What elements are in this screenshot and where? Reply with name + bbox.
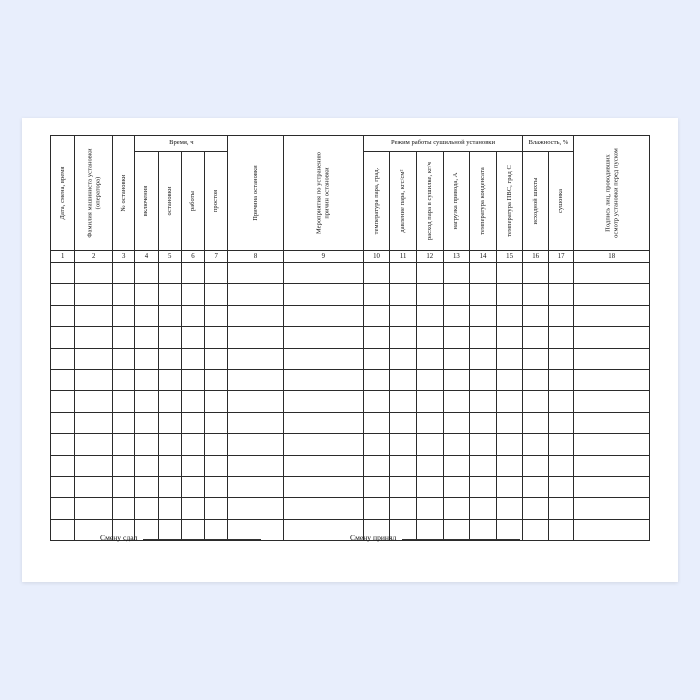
table-cell[interactable]	[283, 348, 363, 369]
table-cell[interactable]	[181, 455, 204, 476]
table-row	[51, 369, 650, 390]
table-cell[interactable]	[523, 391, 549, 412]
table-cell[interactable]	[523, 284, 549, 305]
column-number: 8	[228, 251, 283, 263]
table-cell[interactable]	[75, 434, 113, 455]
table-cell[interactable]	[443, 369, 470, 390]
table-cell[interactable]	[390, 327, 417, 348]
table-cell[interactable]	[51, 455, 75, 476]
table-body	[51, 263, 650, 541]
table-row	[51, 412, 650, 433]
table-cell[interactable]	[390, 348, 417, 369]
column-number: 13	[443, 251, 470, 263]
table-cell[interactable]	[283, 455, 363, 476]
table-cell[interactable]	[523, 305, 549, 326]
table-cell[interactable]	[443, 284, 470, 305]
table-cell[interactable]	[205, 327, 228, 348]
table-cell[interactable]	[205, 263, 228, 284]
table-cell[interactable]	[470, 348, 497, 369]
header-drive-load: нагрузка привода, А	[443, 152, 470, 251]
table-cell[interactable]	[181, 498, 204, 519]
table-cell[interactable]	[496, 455, 523, 476]
column-number: 3	[113, 251, 135, 263]
column-number: 2	[75, 251, 113, 263]
table-cell[interactable]	[113, 327, 135, 348]
table-cell[interactable]	[181, 348, 204, 369]
table-cell[interactable]	[228, 434, 283, 455]
table-cell[interactable]	[574, 412, 650, 433]
table-cell[interactable]	[496, 348, 523, 369]
table-cell[interactable]	[113, 476, 135, 497]
table-cell[interactable]	[470, 305, 497, 326]
shift-accepted-label: Смену принял	[350, 533, 397, 542]
table-cell[interactable]	[523, 327, 549, 348]
table-cell[interactable]	[205, 434, 228, 455]
table-cell[interactable]	[416, 327, 443, 348]
table-cell[interactable]	[470, 263, 497, 284]
table-cell[interactable]	[283, 369, 363, 390]
table-cell[interactable]	[496, 434, 523, 455]
table-cell[interactable]	[470, 412, 497, 433]
header-steam-consumption: расход пара в сушилке, кг/ч	[416, 152, 443, 251]
table-cell[interactable]	[443, 327, 470, 348]
header-dried-product-humidity: сушонка	[548, 152, 574, 251]
table-cell[interactable]	[443, 498, 470, 519]
table-cell[interactable]	[75, 263, 113, 284]
column-number: 14	[470, 251, 497, 263]
shift-handed-line[interactable]	[143, 532, 261, 540]
table-cell[interactable]	[574, 284, 650, 305]
table-cell[interactable]	[470, 391, 497, 412]
table-cell[interactable]	[75, 348, 113, 369]
table-cell[interactable]	[548, 327, 574, 348]
table-row	[51, 498, 650, 519]
table-cell[interactable]	[51, 519, 75, 540]
table-cell[interactable]	[158, 327, 181, 348]
table-cell[interactable]	[181, 412, 204, 433]
table-cell[interactable]	[75, 369, 113, 390]
table-cell[interactable]	[548, 305, 574, 326]
table-cell[interactable]	[181, 391, 204, 412]
table-cell[interactable]	[135, 369, 158, 390]
table-cell[interactable]	[416, 476, 443, 497]
table-cell[interactable]	[228, 476, 283, 497]
header-steam-pressure: давление пара, кгс/см²	[390, 152, 417, 251]
table-cell[interactable]	[523, 519, 549, 540]
table-row	[51, 348, 650, 369]
table-cell[interactable]	[390, 305, 417, 326]
table-cell[interactable]	[390, 476, 417, 497]
column-number: 18	[574, 251, 650, 263]
table-cell[interactable]	[363, 498, 390, 519]
table-cell[interactable]	[135, 455, 158, 476]
table-cell[interactable]	[416, 455, 443, 476]
table-cell[interactable]	[75, 476, 113, 497]
header-operating-time: работы	[181, 152, 204, 251]
column-number: 6	[181, 251, 204, 263]
table-cell[interactable]	[363, 284, 390, 305]
table-cell[interactable]	[135, 263, 158, 284]
table-cell[interactable]	[443, 348, 470, 369]
table-cell[interactable]	[496, 305, 523, 326]
header-idle-time: простоя	[205, 152, 228, 251]
table-cell[interactable]	[416, 305, 443, 326]
table-cell[interactable]	[548, 498, 574, 519]
table-cell[interactable]	[51, 327, 75, 348]
column-number: 11	[390, 251, 417, 263]
table-cell[interactable]	[574, 519, 650, 540]
table-cell[interactable]	[228, 263, 283, 284]
table-cell[interactable]	[51, 284, 75, 305]
table-cell[interactable]	[496, 284, 523, 305]
table-cell[interactable]	[158, 498, 181, 519]
column-number: 1	[51, 251, 75, 263]
table-cell[interactable]	[75, 455, 113, 476]
table-cell[interactable]	[75, 327, 113, 348]
table-cell[interactable]	[523, 476, 549, 497]
table-cell[interactable]	[135, 348, 158, 369]
shift-handed-label: Смену сдал	[100, 533, 138, 542]
table-cell[interactable]	[363, 391, 390, 412]
table-row	[51, 263, 650, 284]
table-cell[interactable]	[548, 412, 574, 433]
column-number: 4	[135, 251, 158, 263]
table-cell[interactable]	[158, 263, 181, 284]
table-cell[interactable]	[228, 391, 283, 412]
column-number: 15	[496, 251, 523, 263]
table-cell[interactable]	[390, 498, 417, 519]
table-cell[interactable]	[390, 369, 417, 390]
table-cell[interactable]	[181, 434, 204, 455]
table-cell[interactable]	[574, 498, 650, 519]
header-switch-off: остановки	[158, 152, 181, 251]
table-cell[interactable]	[363, 476, 390, 497]
table-cell[interactable]	[390, 412, 417, 433]
table-cell[interactable]	[574, 455, 650, 476]
table-cell[interactable]	[181, 369, 204, 390]
table-cell[interactable]	[205, 305, 228, 326]
table-cell[interactable]	[283, 327, 363, 348]
table-cell[interactable]	[443, 263, 470, 284]
table-cell[interactable]	[113, 498, 135, 519]
table-cell[interactable]	[51, 498, 75, 519]
table-cell[interactable]	[51, 369, 75, 390]
table-cell[interactable]	[523, 369, 549, 390]
table-cell[interactable]	[158, 434, 181, 455]
header-pvs-temperature: температура ПВС, град С	[496, 152, 523, 251]
table-cell[interactable]	[470, 284, 497, 305]
table-cell[interactable]	[390, 391, 417, 412]
table-cell[interactable]	[574, 391, 650, 412]
header-group-time: Время, ч	[135, 136, 228, 152]
table-cell[interactable]	[205, 412, 228, 433]
header-operator-name: Фамилия машиниста установки (оператора)	[75, 136, 113, 251]
table-cell[interactable]	[205, 455, 228, 476]
table-cell[interactable]	[75, 391, 113, 412]
table-cell[interactable]	[113, 412, 135, 433]
table-cell[interactable]	[283, 498, 363, 519]
table-cell[interactable]	[548, 434, 574, 455]
table-cell[interactable]	[443, 412, 470, 433]
column-number: 17	[548, 251, 574, 263]
table-cell[interactable]	[228, 327, 283, 348]
table-cell[interactable]	[228, 284, 283, 305]
table-cell[interactable]	[443, 455, 470, 476]
table-row	[51, 455, 650, 476]
header-inspection-signature: Подпись лиц, проводивших осмотр установки перед пуском	[574, 136, 650, 251]
table-cell[interactable]	[574, 369, 650, 390]
table-cell[interactable]	[181, 305, 204, 326]
table-cell[interactable]	[283, 284, 363, 305]
table-cell[interactable]	[113, 434, 135, 455]
table-cell[interactable]	[51, 348, 75, 369]
table-cell[interactable]	[283, 263, 363, 284]
table-cell[interactable]	[283, 305, 363, 326]
table-cell[interactable]	[113, 455, 135, 476]
table-cell[interactable]	[443, 434, 470, 455]
table-cell[interactable]	[51, 263, 75, 284]
column-number: 16	[523, 251, 549, 263]
table-cell[interactable]	[135, 412, 158, 433]
table-cell[interactable]	[228, 412, 283, 433]
header-group-regime: Режим работы сушильной установки	[363, 136, 523, 152]
header-switch-on: включения	[135, 152, 158, 251]
column-number: 9	[283, 251, 363, 263]
table-cell[interactable]	[181, 263, 204, 284]
table-cell[interactable]	[523, 455, 549, 476]
table-cell[interactable]	[228, 455, 283, 476]
table-cell[interactable]	[113, 284, 135, 305]
table-cell[interactable]	[574, 263, 650, 284]
table-cell[interactable]	[135, 305, 158, 326]
table-cell[interactable]	[416, 434, 443, 455]
table-cell[interactable]	[135, 284, 158, 305]
header-initial-charge-humidity: исходной шихты	[523, 152, 549, 251]
table-cell[interactable]	[205, 369, 228, 390]
table-cell[interactable]	[363, 348, 390, 369]
table-cell[interactable]	[548, 263, 574, 284]
table-cell[interactable]	[548, 519, 574, 540]
table-row	[51, 284, 650, 305]
table-cell[interactable]	[205, 391, 228, 412]
table-cell[interactable]	[363, 263, 390, 284]
table-row	[51, 305, 650, 326]
table-cell[interactable]	[523, 434, 549, 455]
table-cell[interactable]	[75, 412, 113, 433]
journal-table-container	[50, 135, 650, 541]
table-cell[interactable]	[470, 369, 497, 390]
table-cell[interactable]	[523, 348, 549, 369]
table-cell[interactable]	[181, 476, 204, 497]
table-cell[interactable]	[548, 476, 574, 497]
journal-table	[50, 135, 650, 541]
header-group-humidity: Влажность, %	[523, 136, 574, 152]
table-cell[interactable]	[205, 476, 228, 497]
table-cell[interactable]	[135, 434, 158, 455]
table-cell[interactable]	[470, 455, 497, 476]
table-cell[interactable]	[443, 476, 470, 497]
table-cell[interactable]	[135, 476, 158, 497]
table-cell[interactable]	[135, 498, 158, 519]
table-cell[interactable]	[51, 412, 75, 433]
table-cell[interactable]	[496, 263, 523, 284]
header-stop-number: № остановки	[113, 136, 135, 251]
table-row	[51, 434, 650, 455]
table-cell[interactable]	[496, 412, 523, 433]
table-cell[interactable]	[470, 498, 497, 519]
table-cell[interactable]	[158, 284, 181, 305]
table-cell[interactable]	[158, 369, 181, 390]
table-cell[interactable]	[496, 391, 523, 412]
table-cell[interactable]	[135, 327, 158, 348]
table-cell[interactable]	[416, 263, 443, 284]
table-cell[interactable]	[470, 434, 497, 455]
table-cell[interactable]	[496, 498, 523, 519]
table-cell[interactable]	[228, 369, 283, 390]
table-cell[interactable]	[523, 498, 549, 519]
table-cell[interactable]	[113, 348, 135, 369]
shift-accepted-by	[350, 532, 520, 542]
table-cell[interactable]	[75, 305, 113, 326]
table-cell[interactable]	[574, 476, 650, 497]
header-group-row	[51, 136, 650, 152]
table-cell[interactable]	[228, 348, 283, 369]
table-cell[interactable]	[416, 284, 443, 305]
table-cell[interactable]	[158, 412, 181, 433]
table-cell[interactable]	[181, 327, 204, 348]
table-cell[interactable]	[113, 391, 135, 412]
table-cell[interactable]	[523, 263, 549, 284]
table-cell[interactable]	[228, 305, 283, 326]
table-cell[interactable]	[574, 305, 650, 326]
table-cell[interactable]	[113, 263, 135, 284]
table-cell[interactable]	[283, 434, 363, 455]
table-cell[interactable]	[205, 498, 228, 519]
table-cell[interactable]	[283, 391, 363, 412]
table-cell[interactable]	[416, 498, 443, 519]
table-cell[interactable]	[548, 348, 574, 369]
table-cell[interactable]	[548, 284, 574, 305]
shift-accepted-line[interactable]	[402, 532, 520, 540]
table-cell[interactable]	[416, 369, 443, 390]
header-stop-reason: Причина остановки	[228, 136, 283, 251]
column-number: 5	[158, 251, 181, 263]
table-cell[interactable]	[574, 327, 650, 348]
table-cell[interactable]	[51, 476, 75, 497]
table-cell[interactable]	[496, 369, 523, 390]
table-cell[interactable]	[574, 434, 650, 455]
table-cell[interactable]	[548, 455, 574, 476]
table-row	[51, 476, 650, 497]
table-cell[interactable]	[363, 327, 390, 348]
table-row	[51, 391, 650, 412]
table-cell[interactable]	[574, 348, 650, 369]
table-cell[interactable]	[390, 455, 417, 476]
table-cell[interactable]	[523, 412, 549, 433]
table-cell[interactable]	[51, 305, 75, 326]
header-date-shift-time: Дата, смена, время	[51, 136, 75, 251]
table-cell[interactable]	[496, 476, 523, 497]
table-cell[interactable]	[390, 284, 417, 305]
table-cell[interactable]	[75, 498, 113, 519]
header-steam-temperature: температура пара, град.	[363, 152, 390, 251]
header-condensate-temperature: температура конденсата	[470, 152, 497, 251]
table-cell[interactable]	[390, 263, 417, 284]
table-cell[interactable]	[158, 305, 181, 326]
table-cell[interactable]	[416, 348, 443, 369]
table-cell[interactable]	[496, 327, 523, 348]
table-cell[interactable]	[51, 434, 75, 455]
column-number: 12	[416, 251, 443, 263]
table-cell[interactable]	[113, 369, 135, 390]
table-cell[interactable]	[363, 412, 390, 433]
table-cell[interactable]	[51, 391, 75, 412]
header-corrective-actions: Мероприятия по устранению причин остановки	[283, 136, 363, 251]
table-cell[interactable]	[363, 455, 390, 476]
table-cell[interactable]	[75, 284, 113, 305]
table-cell[interactable]	[283, 412, 363, 433]
table-cell[interactable]	[548, 391, 574, 412]
table-cell[interactable]	[283, 476, 363, 497]
table-cell[interactable]	[363, 305, 390, 326]
table-cell[interactable]	[416, 391, 443, 412]
table-cell[interactable]	[181, 284, 204, 305]
table-cell[interactable]	[158, 391, 181, 412]
table-cell[interactable]	[416, 412, 443, 433]
table-cell[interactable]	[205, 348, 228, 369]
table-row	[51, 327, 650, 348]
column-number-row	[51, 251, 650, 263]
table-cell[interactable]	[470, 476, 497, 497]
table-cell[interactable]	[548, 369, 574, 390]
table-cell[interactable]	[158, 348, 181, 369]
table-cell[interactable]	[158, 455, 181, 476]
table-cell[interactable]	[363, 434, 390, 455]
table-cell[interactable]	[228, 498, 283, 519]
table-cell[interactable]	[113, 305, 135, 326]
document-sheet	[22, 118, 678, 582]
table-cell[interactable]	[205, 284, 228, 305]
column-number: 10	[363, 251, 390, 263]
table-cell[interactable]	[470, 327, 497, 348]
table-cell[interactable]	[363, 369, 390, 390]
table-cell[interactable]	[443, 391, 470, 412]
column-number: 7	[205, 251, 228, 263]
table-cell[interactable]	[390, 434, 417, 455]
table-cell[interactable]	[135, 391, 158, 412]
shift-handed-over	[100, 532, 261, 542]
table-cell[interactable]	[443, 305, 470, 326]
table-cell[interactable]	[158, 476, 181, 497]
